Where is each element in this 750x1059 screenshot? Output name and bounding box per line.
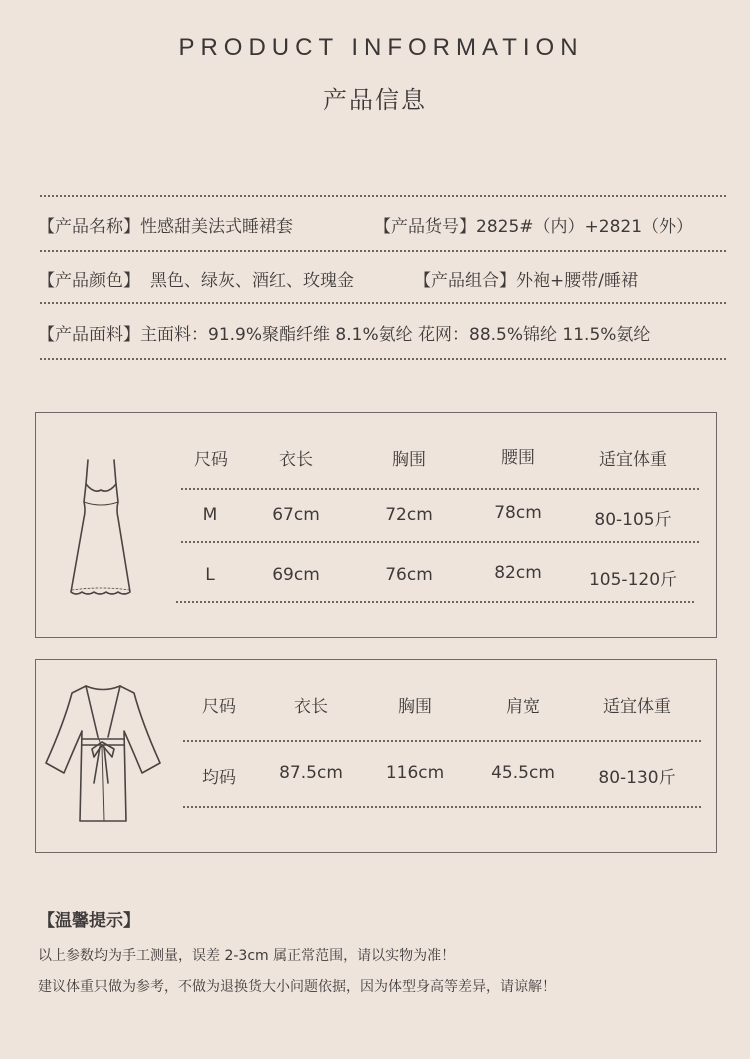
dress-header-weight: 适宜体重 [599, 450, 667, 470]
robe-header-shoulder: 肩宽 [506, 697, 540, 717]
title-chinese: 产品信息 [323, 86, 427, 114]
dress-cell: 67cm [272, 505, 320, 525]
code-label: 【产品货号】 [374, 217, 476, 237]
dress-header-size: 尺码 [194, 450, 228, 470]
table-divider [176, 601, 694, 603]
robe-cell: 80-130斤 [598, 768, 676, 788]
name-value: 性感甜美法式睡裙套 [140, 217, 293, 237]
info-row-combo [414, 266, 638, 291]
table-divider [181, 488, 699, 490]
dress-header-waist: 腰围 [501, 448, 535, 468]
title-english: PRODUCT INFORMATION [178, 34, 584, 61]
robe-cell: 87.5cm [279, 763, 343, 783]
info-row-name [38, 212, 293, 237]
combo-label: 【产品组合】 [414, 271, 516, 291]
table-divider [181, 541, 699, 543]
dress-header-bust: 胸围 [392, 450, 426, 470]
fabric-label: 【产品面料】 [38, 325, 140, 345]
dress-cell: 82cm [494, 563, 542, 583]
slip-dress-icon [64, 458, 138, 600]
name-label: 【产品名称】 [38, 217, 140, 237]
color-label: 【产品颜色】 [38, 271, 140, 291]
robe-cell: 均码 [202, 768, 236, 788]
robe-header-length: 衣长 [294, 697, 328, 717]
dress-cell: 80-105斤 [594, 510, 672, 530]
dress-cell: M [202, 505, 218, 525]
robe-header-bust: 胸围 [398, 697, 432, 717]
dress-cell: 69cm [272, 565, 320, 585]
dress-cell: 76cm [385, 565, 433, 585]
divider [40, 358, 726, 360]
tip-line: 建议体重只做为参考，不做为退换货大小问题依据，因为体型身高等差异，请谅解！ [38, 979, 556, 995]
dress-cell: 78cm [494, 503, 542, 523]
dress-header-length: 衣长 [279, 450, 313, 470]
divider [40, 250, 726, 252]
info-row-code [374, 212, 693, 237]
combo-value: 外袍+腰带/睡裙 [516, 271, 638, 291]
info-row-color [38, 266, 354, 291]
robe-cell: 116cm [385, 763, 445, 783]
dress-cell: L [205, 565, 215, 585]
divider [40, 195, 726, 197]
robe-cell: 45.5cm [491, 763, 555, 783]
dress-cell: 72cm [385, 505, 433, 525]
tip-line: 以上参数均为手工测量，误差 2-3cm 属正常范围，请以实物为准！ [38, 948, 456, 964]
info-row-fabric [38, 320, 650, 345]
table-divider [183, 740, 701, 742]
dress-cell: 105-120斤 [588, 570, 678, 590]
code-value: 2825#（内）+2821（外） [476, 217, 694, 237]
robe-icon [42, 683, 164, 825]
divider [40, 302, 726, 304]
robe-header-size: 尺码 [202, 697, 236, 717]
color-value: 黑色、绿灰、酒红、玫瑰金 [150, 271, 354, 291]
tips-title: 【温馨提示】 [38, 911, 140, 931]
table-divider [183, 806, 701, 808]
fabric-value: 主面料：91.9%聚酯纤维 8.1%氨纶 花网：88.5%锦纶 11.5%氨纶 [140, 325, 651, 345]
robe-header-weight: 适宜体重 [603, 697, 671, 717]
